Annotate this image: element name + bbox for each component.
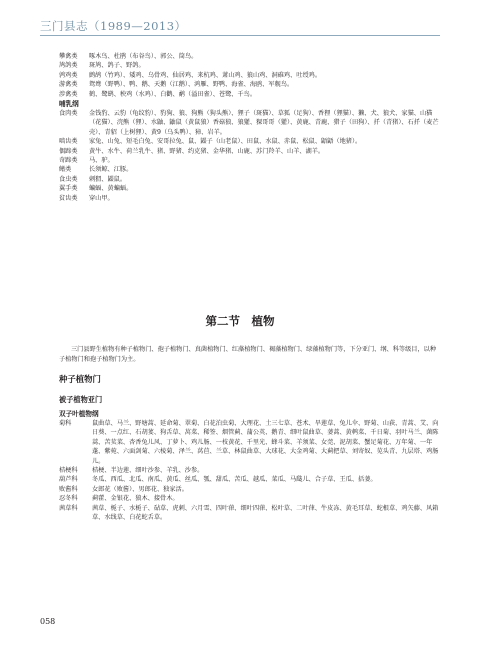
category-label: 贫齿类 — [59, 194, 78, 202]
category-text: 黄牛、水牛、荷兰乳牛、猪、野猪、约克猪、金华猪、山鹿、苏门羚羊、山羊、湖羊。 — [89, 147, 325, 155]
class-heading: 双子叶植物纲 — [59, 410, 99, 418]
category-text: 刺猬、鼹鼠。 — [89, 175, 127, 183]
page-number: 058 — [40, 617, 56, 626]
family-label: 菊科 — [59, 420, 72, 427]
family-text: 冬瓜、西瓜、北瓜、南瓜、黄瓜、丝瓜、瓠、甜瓜、苦瓜、越瓜、菜瓜、马瓞儿、合子草、王瓜、括蒌。 — [92, 476, 377, 484]
category-label: 食肉类 — [59, 110, 78, 118]
list-item — [59, 485, 442, 494]
fauna-list — [59, 52, 442, 203]
category-text: 鹤、鹭鹚、秧鸡（水鸡）、白鹳、鹬（溢田雀）、苍鹭、千鸟。 — [89, 90, 257, 98]
category-label: 食虫类 — [59, 175, 78, 183]
list-item — [59, 61, 442, 70]
category-label: 鸠鸽类 — [59, 62, 78, 70]
family-label: 茜草科 — [59, 504, 78, 512]
family-text: 女郎花（败酱）、男郎花、独家活。 — [92, 485, 188, 493]
intro-paragraph: 三门县野生植物有种子植物门、孢子植物门、真菌植物门、红藻植物门、褐藻植物门、绿藻植物门等，下分亚门、纲、科等级目，以种子植物门和孢子植物门为主。 — [59, 346, 437, 363]
category-label: 偶蹄类 — [59, 147, 78, 155]
family-label: 葫芦科 — [59, 476, 78, 484]
category-text: 斑鸠、鸽子、野鸽。 — [89, 62, 145, 70]
category-label: 奇蹄类 — [59, 157, 78, 165]
category-text: 啄木鸟、杜鹃（布谷鸟）、郭公、筒鸟。 — [89, 53, 198, 60]
plant-list — [59, 419, 442, 522]
list-item — [59, 147, 442, 156]
category-text: 金钱豹、云豹（龟纹豹）、豹狗、狼、狗熊（狗头熊）、狸子（斑猫）、草狐（足狗）、香狸（狸猫）、獭、犬、狼犬、家猫、山猫（花猫）、浣熊（狸）、水鼬、鼬鼠（黄鼠狼）香菇狼、狼獾、猓哥哥（獾）、黄鹿、青鹿、猎子（田狗）、扦（青猪）、石扦（麦芒壳）、青貂（上树狸）、黄9（乌头鸭）、獐、岩羊。 — [89, 110, 439, 136]
running-header: 三门县志（1989—2013） — [40, 19, 187, 33]
list-item — [59, 109, 442, 137]
list-item — [59, 475, 442, 484]
category-text: 穿山甲。 — [89, 194, 114, 202]
category-label: 攀禽类 — [59, 53, 78, 60]
list-item — [59, 184, 442, 193]
list-item — [59, 156, 442, 165]
subphylum-heading: 被子植物亚门 — [59, 395, 103, 404]
category-label: 游禽类 — [59, 81, 78, 89]
list-item — [59, 466, 442, 475]
family-text: 蓟藿、金银花、狼木、接骨木。 — [92, 495, 179, 503]
category-text: 鹧鸪（竹鸡）、矮鸡、乌骨鸡、仙居鸡、来杭鸡、萧山鸡、狼山鸡、洞碓鸡、吐绶鸡。 — [89, 71, 322, 79]
category-text: 家兔、山兔、短毛白兔、安哥拉兔、鼠、鼹子（山老鼠）、田鼠、水鼠、赤鼠、松鼠、鼯鼯（地猪）。 — [89, 138, 362, 146]
list-item — [59, 52, 442, 61]
category-text: 鸳鸯（野鸭）、鸭、鹅、天鹅（江鹅）、鸿雁、野鸭、海雀、海鸥、军舰鸟。 — [89, 81, 294, 89]
category-text: 蝙蝠、黄蝙蝠。 — [89, 185, 133, 193]
list-item — [59, 137, 442, 146]
family-text: 鼠曲草、马兰、野塘蒿、延命菊、翠菊、白花泊虫菊、大理花、土三七草、苍术、旱莲草、兔儿伞、野菊、山荻、青蒿、艾、向日葵、一点红、石胡荽、狗舌草、莴菜、稀签、烟管蓟、蒲公英、鹅青、细叶鼠曲草、蒌蒿、黄鹌菜、千日菊、羽叶马兰、菌陈蒿、苦荬菜、杏香兔儿风、丁萝卜、鸡儿肠、一枝黄花、千里光、蜂斗菜、羊须菜、女莞、泥胡菜、蟹足菊花、万年菊、一年蓬、紫菀、六面剑菊、六棱菊、泽兰、莴苣、兰草、林鼠曲草、大球花、大金鸡菊、大蓟把草、刘寄奴、苋头青、九层塔、鸡肠儿。 — [92, 420, 439, 465]
category-text: 马、驴。 — [89, 157, 114, 165]
category-label: 涉禽类 — [59, 90, 78, 98]
list-item — [59, 419, 442, 466]
list-item — [59, 494, 442, 503]
family-label: 忍冬科 — [59, 495, 78, 503]
category-label: 啮齿类 — [59, 138, 78, 146]
class-heading: 哺乳纲 — [59, 100, 79, 109]
list-item — [59, 90, 442, 99]
category-label: 翼手类 — [59, 185, 78, 193]
list-item — [59, 504, 442, 523]
phylum-heading: 种子植物门 — [59, 374, 101, 384]
list-item — [59, 165, 442, 174]
family-text: 桔梗、半边莲、细叶沙参、羊乳、沙参。 — [92, 467, 204, 475]
list-item — [59, 194, 442, 203]
family-text: 茜草、栀子、水栀子、砧草、虎刺、六月雪、四叶葎、细叶四葎、松叶草、二叶葎、牛皮冻、黄毛耳草、蛇根草、鸡矢藤、风箱草、水线草、白花蛇舌草。 — [92, 504, 439, 522]
family-label: 败酱科 — [59, 485, 78, 493]
list-item — [59, 80, 442, 89]
category-text: 长须鲸、江豚。 — [89, 166, 133, 174]
header-rule — [40, 35, 440, 36]
section-title: 第二节 植物 — [205, 314, 275, 328]
family-label: 桔梗科 — [59, 467, 78, 475]
category-label: 鳍类 — [59, 166, 72, 174]
list-item — [59, 175, 442, 184]
category-label: 鹑鸡类 — [59, 71, 78, 79]
list-item — [59, 71, 442, 80]
